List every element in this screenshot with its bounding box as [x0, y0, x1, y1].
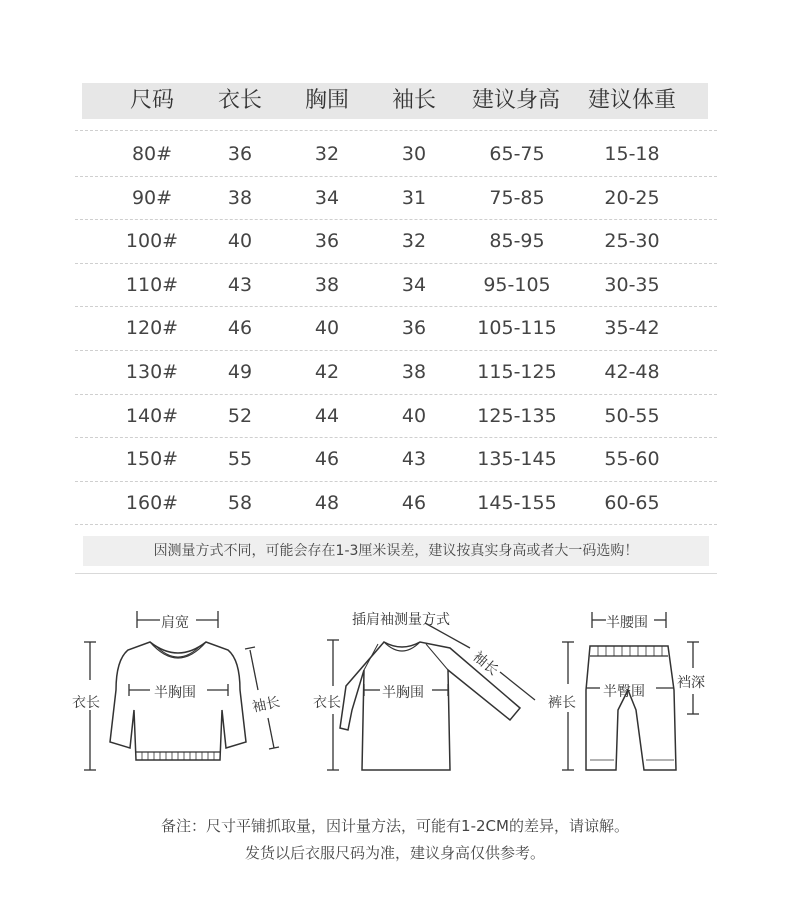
table-row [75, 351, 717, 394]
cell-chest: 36 [314, 230, 340, 253]
cell-weight: 20-25 [604, 186, 660, 209]
table-row [75, 177, 717, 220]
cell-length: 40 [227, 230, 253, 253]
cell-weight: 25-30 [604, 230, 660, 253]
table-row [75, 438, 717, 481]
cell-length: 49 [227, 361, 253, 383]
table-row [75, 395, 717, 438]
table-divider [75, 524, 717, 525]
cell-sleeve: 34 [401, 273, 427, 296]
cell-length: 46 [227, 317, 253, 340]
sweater-half-chest-label: 半胸围 [154, 685, 196, 701]
shoulder-width-label: 肩宽 [161, 615, 189, 631]
cell-length: 43 [227, 273, 253, 296]
cell-weight: 30-35 [604, 273, 660, 296]
notice-divider [75, 573, 717, 574]
cell-weight: 50-55 [604, 404, 660, 427]
cell-length: 36 [227, 143, 253, 165]
raglan-sleeve-label: 袖长 [469, 648, 502, 679]
raglan-diagram [327, 623, 535, 770]
cell-sleeve: 40 [401, 404, 427, 427]
cell-height: 75-85 [489, 186, 545, 209]
cell-height: 85-95 [489, 230, 545, 253]
cell-chest: 38 [314, 273, 340, 296]
raglan-title: 插肩袖测量方式 [352, 612, 450, 628]
table-row [75, 220, 717, 263]
cell-sleeve: 30 [401, 143, 427, 165]
cell-length: 52 [227, 404, 253, 427]
cell-height: 115-125 [477, 361, 557, 383]
cell-height: 95-105 [483, 273, 551, 296]
cell-length: 58 [227, 491, 253, 514]
header-sleeve: 袖长 [391, 88, 437, 113]
cell-height: 105-115 [477, 317, 557, 340]
cell-sleeve: 46 [401, 491, 427, 514]
raglan-half-chest-label: 半胸围 [382, 685, 424, 701]
cell-chest: 42 [314, 361, 340, 383]
cell-weight: 55-60 [604, 448, 660, 471]
cell-height: 125-135 [477, 404, 557, 427]
sweater-length-label: 衣长 [72, 695, 100, 711]
cell-weight: 35-42 [604, 317, 660, 340]
cell-sleeve: 31 [401, 186, 427, 209]
cell-size: 90# [131, 186, 173, 209]
cell-length: 38 [227, 186, 253, 209]
cell-weight: 60-65 [604, 491, 660, 514]
cell-sleeve: 36 [401, 317, 427, 340]
header-length: 衣长 [217, 88, 263, 113]
cell-weight: 42-48 [604, 361, 660, 383]
cell-length: 55 [227, 448, 253, 471]
cell-height: 145-155 [477, 491, 557, 514]
header-weight: 建议体重 [587, 88, 677, 113]
cell-chest: 46 [314, 448, 340, 471]
cell-weight: 15-18 [604, 143, 660, 165]
table-row [75, 482, 717, 525]
cell-sleeve: 32 [401, 230, 427, 253]
cell-size: 160# [125, 491, 179, 514]
cell-sleeve: 38 [401, 361, 427, 383]
pants-half-waist-label: 半腰围 [606, 615, 648, 631]
cell-height: 135-145 [477, 448, 557, 471]
cell-chest: 44 [314, 404, 340, 427]
cell-chest: 48 [314, 491, 340, 514]
raglan-length-label: 衣长 [313, 695, 341, 711]
cell-sleeve: 43 [401, 448, 427, 471]
header-height: 建议身高 [471, 88, 561, 113]
table-divider [75, 130, 717, 131]
cell-size: 100# [125, 230, 179, 253]
header-size: 尺码 [129, 88, 175, 113]
cell-size: 130# [125, 361, 179, 383]
cell-size: 110# [125, 273, 179, 296]
size-table-header [82, 83, 708, 119]
sweater-sleeve-label: 袖长 [250, 694, 282, 716]
cell-size: 140# [125, 404, 179, 427]
cell-size: 150# [125, 448, 179, 471]
cell-chest: 34 [314, 186, 340, 209]
cell-chest: 40 [314, 317, 340, 340]
measurement-notice: 因测量方式不同，可能会存在1-3厘米误差，建议按真实身高或者大一码选购！ [83, 536, 709, 566]
table-row [75, 264, 717, 307]
cell-height: 65-75 [489, 143, 545, 165]
cell-size: 80# [131, 143, 173, 165]
cell-chest: 32 [314, 143, 340, 165]
pants-rise-label: 裆深 [677, 675, 705, 691]
table-row [75, 133, 717, 176]
cell-size: 120# [125, 317, 179, 340]
pants-half-hip-label: 半臀围 [603, 684, 645, 700]
footer-note-line2: 发货以后衣服尺码为准，建议身高仅供参考。 [244, 844, 545, 862]
pants-length-label: 裤长 [548, 695, 576, 711]
header-chest: 胸围 [304, 88, 350, 113]
table-row [75, 307, 717, 350]
footer-note-line1: 备注：尺寸平铺抓取量，因计量方法，可能有1-2CM的差异，请谅解。 [161, 817, 629, 835]
